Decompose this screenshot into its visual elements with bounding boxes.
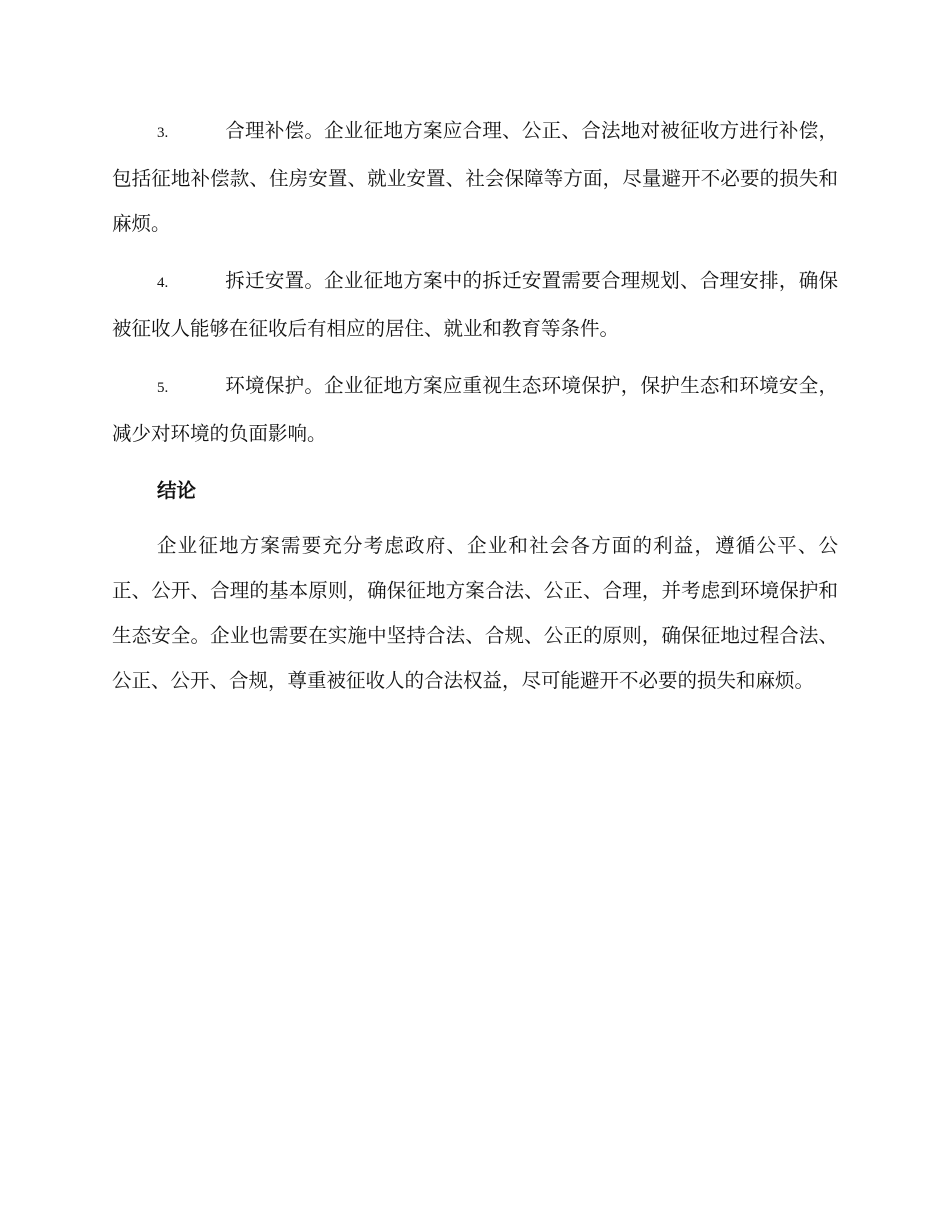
conclusion-heading: 结论 bbox=[157, 479, 197, 502]
list-item-4 bbox=[112, 258, 838, 351]
document-body bbox=[112, 108, 838, 703]
list-number: 5. bbox=[157, 380, 169, 396]
list-number: 3. bbox=[157, 125, 169, 141]
list-item-5 bbox=[112, 363, 838, 456]
list-item-text: 环境保护。企业征地方案应重视生态环境保护，保护生态和环境安全，减少对环境的负面影响。 bbox=[112, 374, 838, 445]
list-number: 4. bbox=[157, 275, 169, 291]
list-item-3 bbox=[112, 108, 838, 246]
list-item-text: 合理补偿。企业征地方案应合理、公正、合法地对被征收方进行补偿，包括征地补偿款、住房安置、就业安置、社会保障等方面，尽量避开不必要的损失和麻烦。 bbox=[112, 119, 838, 235]
conclusion-paragraph: 企业征地方案需要充分考虑政府、企业和社会各方面的利益，遵循公平、公正、公开、合理的基本原则，确保征地方案合法、公正、合理，并考虑到环境保护和生态安全。企业也需要在实施中坚持合法、合规、公正的原则，确保征地过程合法、公正、公开、合规，尊重被征收人的合法权益，尽可能避开不必要的损失和麻烦。 bbox=[112, 534, 838, 692]
list-item-text: 拆迁安置。企业征地方案中的拆迁安置需要合理规划、合理安排，确保被征收人能够在征收后有相应的居住、就业和教育等条件。 bbox=[112, 269, 838, 340]
